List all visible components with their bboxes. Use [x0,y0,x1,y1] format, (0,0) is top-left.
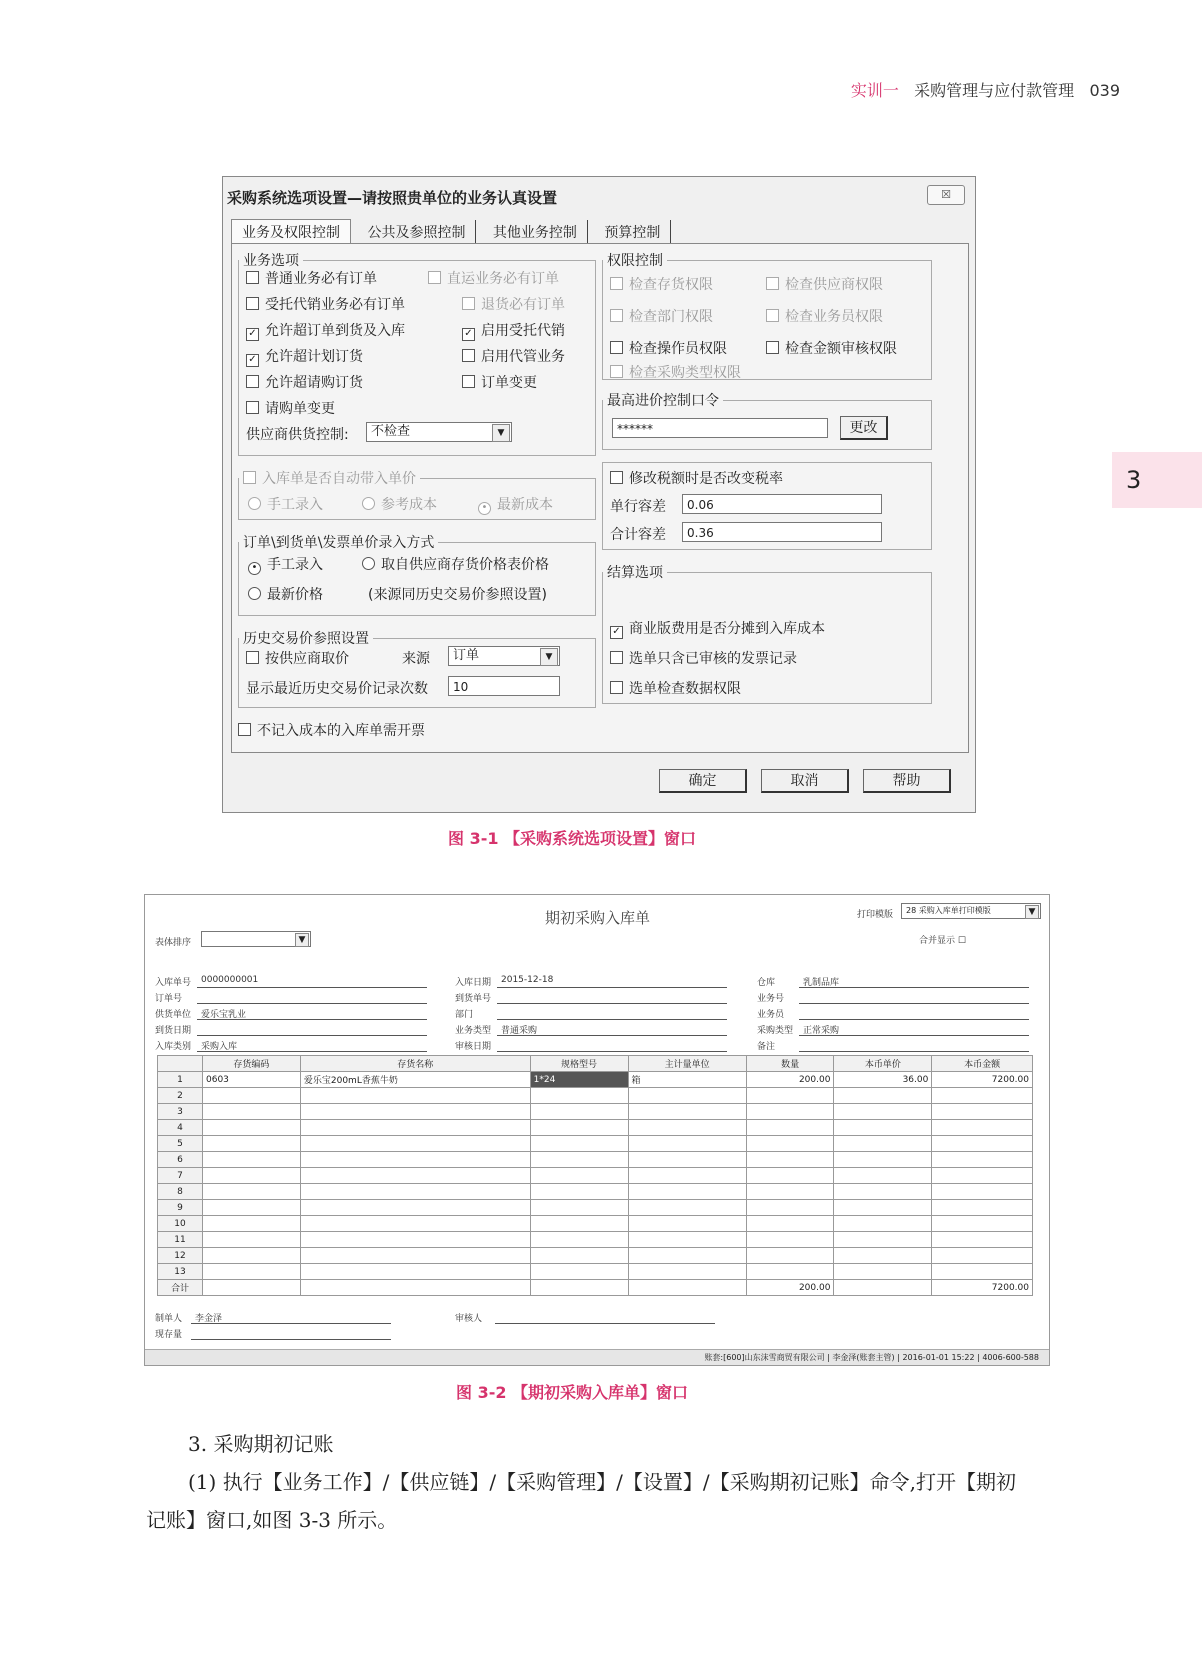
dropdown-arrow-icon: ▼ [1025,905,1039,919]
col-header: 数量 [746,1056,834,1072]
cb-check-purchase-type: 检查采购类型权限 [610,362,741,382]
price-entry-legend: 订单\到货单\发票单价录入方式 [243,535,435,551]
cb-order-change[interactable]: 订单变更 [462,372,537,392]
change-password-button[interactable]: 更改 [840,416,888,440]
print-template-select[interactable]: 28 采购入库单打印模版 ▼ [901,903,1041,919]
checkmark-icon: ✓ [246,354,259,367]
figure-caption-2: 图 3-2 【期初采购入库单】窗口 [456,1383,689,1402]
table-row[interactable]: 7 [158,1168,1033,1184]
history-legend: 历史交易价参照设置 [243,631,369,647]
dropdown-arrow-icon: ▼ [540,648,558,666]
rb-reference-cost: 参考成本 [362,494,437,514]
page-number: 039 [1089,81,1120,100]
table-row[interactable]: 13 [158,1264,1033,1280]
field-value[interactable]: 2015-12-18 [501,975,554,985]
section-heading: 3. 采购期初记账 [188,1432,334,1456]
permission-legend: 权限控制 [607,253,663,269]
col-header: 本币单价 [834,1056,932,1072]
stock-label: 现存量 [155,1330,183,1340]
table-row[interactable]: 5 [158,1136,1033,1152]
checkbox-icon [246,651,259,664]
radio-icon [362,557,375,570]
total-row: 合计 200.00 7200.00 [158,1280,1033,1296]
body-paragraph-line2: 记账】窗口,如图 3-3 所示。 [146,1508,398,1532]
cb-order-required[interactable]: 普通业务必有订单 [246,268,377,288]
header-section: 实训一 [850,81,899,100]
figure-caption-1: 图 3-1 【采购系统选项设置】窗口 [448,829,697,848]
checkbox-icon [610,341,623,354]
col-header [158,1056,203,1072]
settlement-legend: 结算选项 [607,565,663,581]
cb-direct-order-required: 直运业务必有订单 [428,268,559,288]
field-value[interactable]: 爱乐宝乳业 [201,1010,247,1020]
dialog-title: 采购系统选项设置—请按照贵单位的业务认真设置 [227,189,558,207]
cb-request-change[interactable]: 请购单变更 [246,398,335,418]
rb-manual-entry[interactable]: • 手工录入 [248,554,323,575]
supplier-control-label: 供应商供货控制: [246,427,349,443]
checkbox-icon [462,349,475,362]
cb-price-by-supplier[interactable]: 按供应商取价 [246,648,349,668]
help-button[interactable]: 帮助 [863,769,951,793]
maker-label: 制单人 [155,1314,183,1324]
checkbox-icon [610,651,623,664]
rb-latest-price[interactable]: 最新价格 [248,584,323,604]
field-label: 备注 [757,1042,776,1052]
cb-check-inventory: 检查存货权限 [610,274,713,294]
checkbox-icon [238,723,251,736]
form-title: 期初采购入库单 [545,909,651,927]
rb-manual-entry-disabled: 手工录入 [248,494,323,514]
table-row[interactable]: 4 [158,1120,1033,1136]
password-legend: 最高进价控制口令 [607,393,719,409]
cb-enable-escrow[interactable]: 启用代管业务 [462,346,565,366]
field-label: 审核日期 [455,1042,492,1052]
radio-selected-icon: • [248,562,261,575]
supplier-control-select[interactable]: 不检查 ▼ [366,422,512,442]
checkmark-icon: ✓ [610,626,623,639]
checkbox-icon [246,375,259,388]
total-tolerance-label: 合计容差 [610,527,666,543]
table-row[interactable]: 9 [158,1200,1033,1216]
field-label: 入库单号 [155,978,192,988]
field-label: 到货单号 [455,994,492,1004]
checkbox-icon [428,271,441,284]
print-template-label: 打印模版 [857,910,894,920]
receipt-table [157,1055,1033,1296]
cb-check-data-permission[interactable]: 选单检查数据权限 [610,678,741,698]
total-tolerance-input[interactable]: 0.36 [682,522,882,542]
checkbox-icon [462,375,475,388]
field-value[interactable]: 乳制品库 [803,978,840,988]
header-title: 采购管理与应付款管理 [914,81,1075,100]
checkbox-icon [610,309,623,322]
tab-panel [231,243,969,753]
col-header: 存货编码 [203,1056,301,1072]
history-count-input[interactable]: 10 [448,676,560,696]
cb-audited-invoice-only[interactable]: 选单只含已审核的发票记录 [610,648,797,668]
checkbox-icon [246,401,259,414]
cb-enable-consignment[interactable]: ✓ 启用受托代销 [462,320,565,341]
cb-modify-tax-rate[interactable]: 修改税额时是否改变税率 [610,468,787,488]
field-label: 入库日期 [455,978,492,988]
sort-select[interactable] [201,931,311,947]
field-label: 供货单位 [155,1010,192,1020]
table-row[interactable]: 1 0603 爱乐宝200mL香蕉牛奶 1*24 箱 200.00 36.00 7200.00 [158,1072,1033,1088]
checkbox-icon [243,471,256,484]
checkbox-icon [610,681,623,694]
tab-public-reference[interactable]: 公共及参照控制 [357,220,476,244]
cb-auto-price: 入库单是否自动带入单价 [243,471,416,487]
close-button[interactable]: ☒ [927,185,965,205]
cb-return-order-required: 退货必有订单 [462,294,565,314]
maker-value: 李金泽 [195,1314,223,1324]
purchase-options-dialog [222,176,976,813]
table-row[interactable]: 11 [158,1232,1033,1248]
body-paragraph-line1: (1) 执行【业务工作】/【供应链】/【采购管理】/【设置】/【采购期初记账】命令,打开【期初 [188,1470,1016,1494]
checkbox-icon [766,309,779,322]
status-bar: 账套:[600]山东沫雪商贸有限公司 | 李金泽(账套主管) | 2016-01-01 15:22 | 4006-600-588 [145,1349,1049,1365]
field-label: 业务员 [757,1010,785,1020]
cb-allocate-expense[interactable]: ✓ 商业版费用是否分摊到入库成本 [610,618,825,639]
cb-check-supplier: 检查供应商权限 [766,274,883,294]
field-label: 部门 [455,1010,474,1020]
checkbox-icon [462,297,475,310]
field-label: 业务类型 [455,1026,492,1036]
page-header [700,78,1120,101]
radio-icon [248,497,261,510]
checkbox-icon [610,365,623,378]
table-row[interactable]: 6 [158,1152,1033,1168]
radio-selected-icon: • [478,502,491,515]
rb-supplier-price[interactable]: 取自供应商存货价格表价格 [362,554,549,574]
business-options-legend: 业务选项 [243,253,299,269]
cb-consign-order-required[interactable]: 受托代销业务必有订单 [246,294,405,314]
chapter-tab: 3 [1112,452,1202,508]
dialog-tabs [231,219,673,243]
field-label: 仓库 [757,978,776,988]
field-label: 业务号 [757,994,785,1004]
table-row[interactable]: 3 [158,1104,1033,1120]
tab-business-permission[interactable]: 业务及权限控制 [231,219,351,244]
cancel-button[interactable]: 取消 [761,769,849,793]
opening-receipt-window [144,894,1050,1366]
checkbox-icon [246,297,259,310]
checkbox-icon [610,277,623,290]
tab-other-business[interactable]: 其他业务控制 [483,220,588,244]
field-value[interactable]: 普通采购 [501,1026,538,1036]
tab-budget[interactable]: 预算控制 [594,220,671,244]
source-select[interactable]: 订单 ▼ [448,646,560,666]
cb-check-department: 检查部门权限 [610,306,713,326]
checkbox-icon [610,471,623,484]
table-row[interactable]: 8 [158,1184,1033,1200]
unit-tolerance-input[interactable]: 0.06 [682,494,882,514]
table-header-row [158,1056,1033,1072]
cb-check-salesman: 检查业务员权限 [766,306,883,326]
field-label: 入库类别 [155,1042,192,1052]
table-row[interactable]: 12 [158,1248,1033,1264]
field-label: 订单号 [155,994,183,1004]
checkmark-icon: ✓ [246,328,259,341]
checkbox-icon [766,341,779,354]
cb-check-amount-audit[interactable]: 检查金额审核权限 [766,338,897,358]
dropdown-arrow-icon: ▼ [492,424,510,442]
field-value[interactable]: 0000000001 [201,975,259,985]
unit-tolerance-label: 单行容差 [610,499,666,515]
auditor-label: 审核人 [455,1314,483,1324]
checkmark-icon: ✓ [462,328,475,341]
checkbox-icon: ☐ [957,936,966,946]
col-header: 主计量单位 [628,1056,746,1072]
checkbox-icon [766,277,779,290]
price-entry-note: (来源同历史交易价参照设置) [368,587,547,603]
cb-over-request-order[interactable]: 允许超请购订货 [246,372,363,392]
col-header: 存货名称 [300,1056,530,1072]
sort-label: 表体排序 [155,938,192,948]
radio-icon [248,587,261,600]
cb-over-plan-order[interactable]: ✓ 允许超计划订货 [246,346,363,367]
source-label: 来源 [402,651,430,667]
table-row[interactable]: 2 [158,1088,1033,1104]
cb-no-cost-invoice[interactable]: 不记入成本的入库单需开票 [238,720,425,740]
col-header: 本币金额 [932,1056,1033,1072]
merge-display[interactable]: 合并显示 ☐ [919,936,966,946]
password-input[interactable]: ****** [612,418,828,438]
history-count-label: 显示最近历史交易价记录次数 [246,681,428,697]
field-label: 采购类型 [757,1026,794,1036]
cb-check-operator[interactable]: 检查操作员权限 [610,338,727,358]
field-value[interactable]: 采购入库 [201,1042,238,1052]
ok-button[interactable]: 确定 [659,769,747,793]
checkbox-icon [246,271,259,284]
table-row[interactable]: 10 [158,1216,1033,1232]
col-header: 规格型号 [530,1056,628,1072]
rb-latest-cost: • 最新成本 [478,494,553,515]
field-value[interactable]: 正常采购 [803,1026,840,1036]
dropdown-arrow-icon: ▼ [295,933,309,947]
radio-icon [362,497,375,510]
field-label: 到货日期 [155,1026,192,1036]
cb-over-order-receipt[interactable]: ✓ 允许超订单到货及入库 [246,320,405,341]
